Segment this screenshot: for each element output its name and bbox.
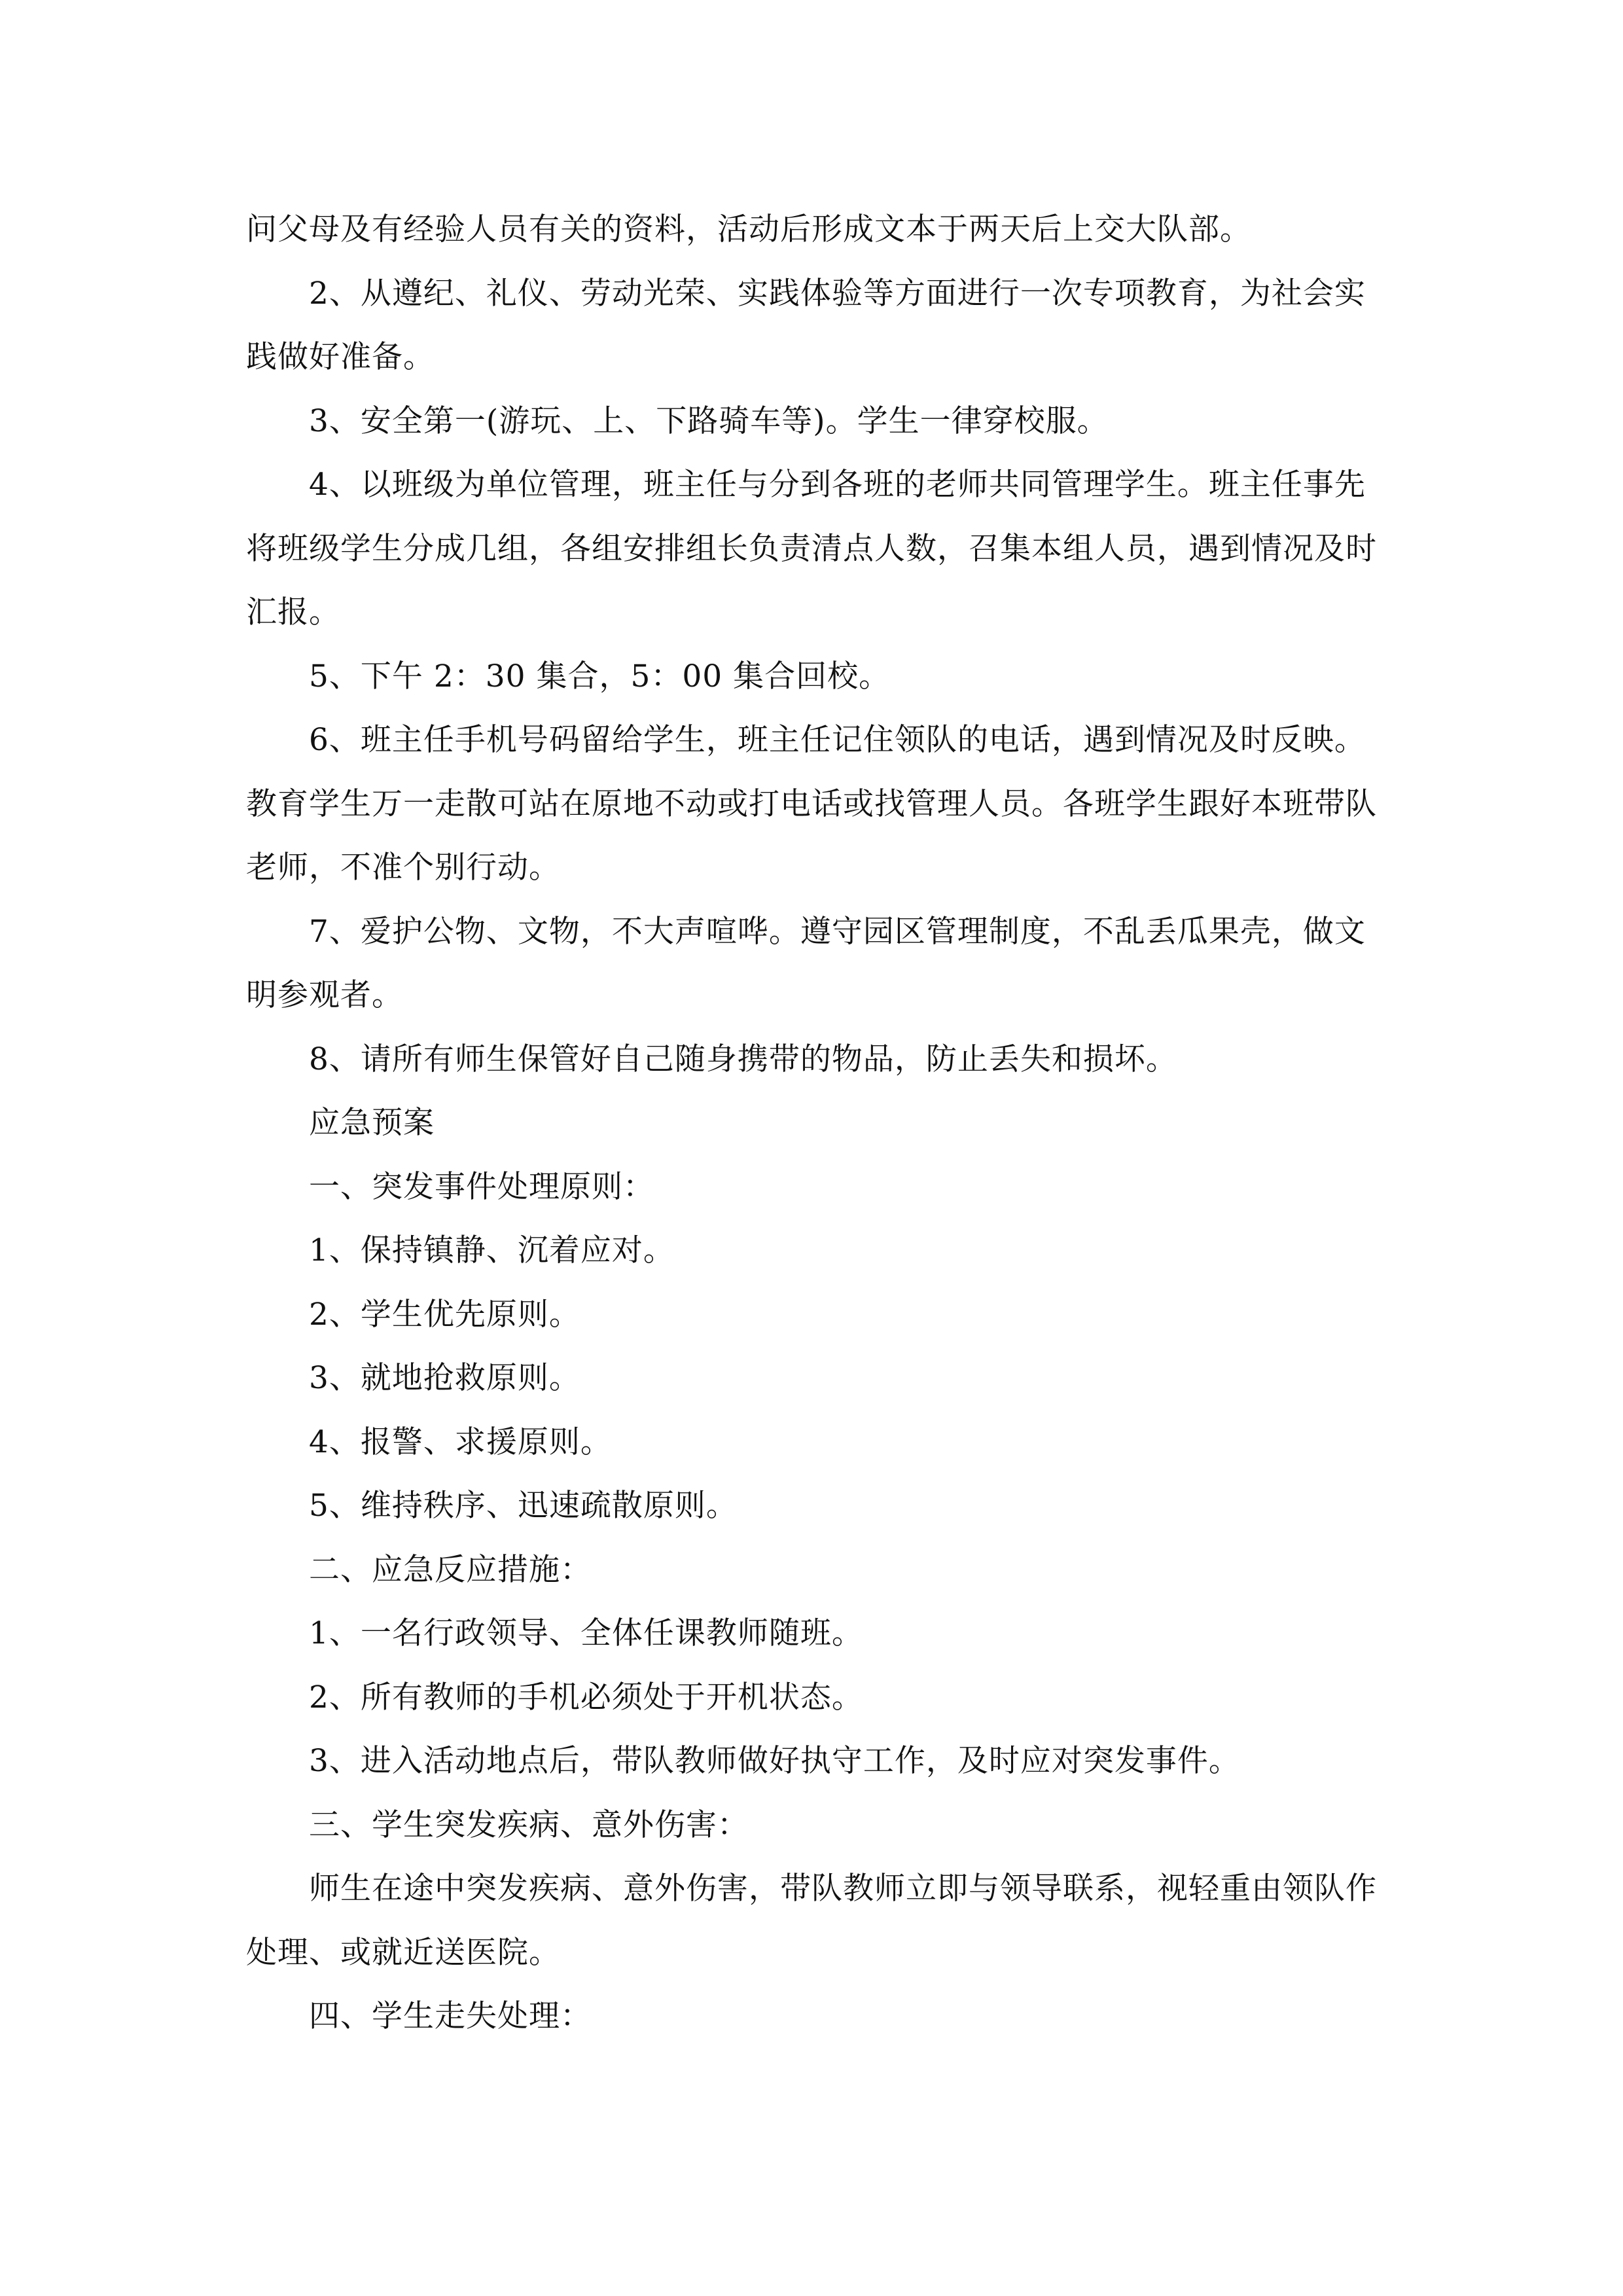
paragraph-5: 5、下午 2：30 集合，5：00 集合回校。 xyxy=(309,658,891,694)
paragraph-9: 师生在途中突发疾病、意外伤害，带队教师立即与领导联系，视轻重由领队作处理、或就近送医院。 xyxy=(246,1871,1377,1971)
list-item-4: 4、报警、求援原则。 xyxy=(309,1424,612,1460)
list-item-7: 2、所有教师的手机必须处于开机状态。 xyxy=(309,1679,863,1715)
section-heading-4: 四、学生走失处理： xyxy=(309,1998,592,2034)
list-item-5: 5、维持秩序、迅速疏散原则。 xyxy=(309,1488,738,1524)
paragraph-7: 7、爱护公物、文物，不大声喧哗。遵守园区管理制度，不乱丢瓜果壳，做文明参观者。 xyxy=(246,913,1366,1013)
list-item-6: 1、一名行政领导、全体任课教师随班。 xyxy=(309,1615,863,1651)
paragraph-2: 2、从遵纪、礼仪、劳动光荣、实践体验等方面进行一次专项教育，为社会实践做好准备。 xyxy=(246,275,1366,375)
paragraph-8: 8、请所有师生保管好自己随身携带的物品，防止丢失和损坏。 xyxy=(309,1041,1177,1077)
list-item-3: 3、就地抢救原则。 xyxy=(309,1360,580,1396)
paragraph-3: 3、安全第一(游玩、上、下路骑车等)。学生一律穿校服。 xyxy=(309,403,1109,439)
document-body xyxy=(246,198,1377,2049)
section-heading-3: 三、学生突发疾病、意外伤害： xyxy=(309,1806,749,1843)
list-item-1: 1、保持镇静、沉着应对。 xyxy=(309,1232,675,1268)
paragraph-1: 问父母及有经验人员有关的资料，活动后形成文本于两天后上交大队部。 xyxy=(246,211,1251,247)
paragraph-4: 4、以班级为单位管理，班主任与分到各班的老师共同管理学生。班主任事先将班级学生分成几组，各组安排组长负责清点人数，召集本组人员，遇到情况及时汇报。 xyxy=(246,467,1377,630)
list-item-2: 2、学生优先原则。 xyxy=(309,1296,580,1333)
paragraph-6: 6、班主任手机号码留给学生，班主任记住领队的电话，遇到情况及时反映。教育学生万一走散可站在原地不动或打电话或找管理人员。各班学生跟好本班带队老师，不准个别行动。 xyxy=(246,722,1377,886)
section-heading-2: 二、应急反应措施： xyxy=(309,1551,592,1588)
list-item-8: 3、进入活动地点后，带队教师做好执守工作，及时应对突发事件。 xyxy=(309,1743,1240,1779)
section-heading-1: 一、突发事件处理原则： xyxy=(309,1168,654,1205)
section-heading-emergency-plan: 应急预案 xyxy=(309,1105,435,1141)
